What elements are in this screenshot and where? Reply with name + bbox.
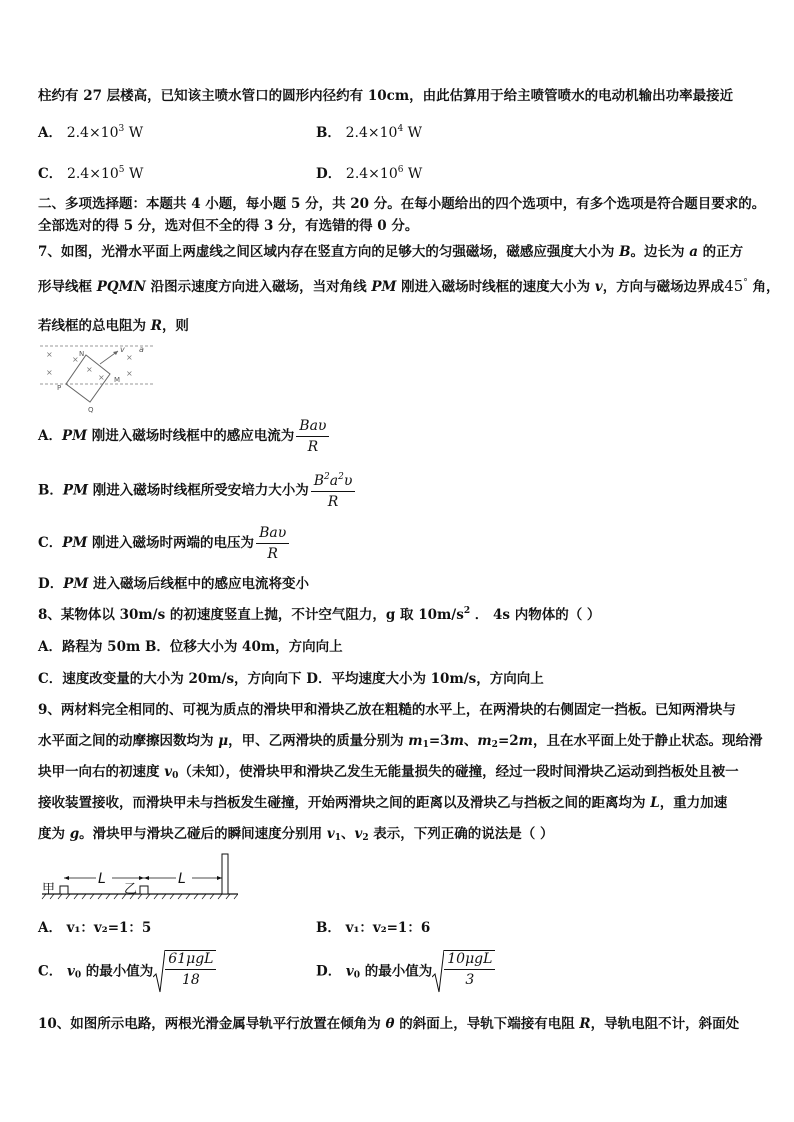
q7-option-a: A．PM 刚进入磁场时线框中的感应电流为 $\frac{\text{Baυ}}{R}$ [38, 418, 329, 455]
section2-line1: 二、多项选择题：本题共 4 小题，每小题 5 分，共 20 分。在每小题给出的四个选项中，有多个选项是符合题目要求的。 [38, 196, 766, 212]
q9-stem-line1: 9、两材料完全相同的、可视为质点的滑块甲和滑块乙放在粗糙的水平上，在两滑块的右侧固定一挡板。已知两滑块与 [38, 702, 736, 718]
q7-stem-line3: 若线框的总电阻为 R，则 [38, 318, 189, 334]
q7-a-fraction: $\frac{\text{Baυ}}{R}$ [296, 418, 329, 455]
q7-stem-line2: 形导线框 PQMN 沿图示速度方向进入磁场，当对角线 PM 刚进入磁场时线框的速度大小为 v，方向与磁场边界成45° 角， [38, 277, 780, 295]
label-q: Q [88, 406, 94, 414]
mag-x-6: × [126, 353, 133, 362]
q7-option-c: C．PM 刚进入磁场时两端的电压为 $\frac{\text{Baυ}}{R}$ [38, 525, 289, 562]
q7-figure [38, 340, 158, 416]
q7-c-fraction: $\frac{\text{Baυ}}{R}$ [256, 525, 289, 562]
q6-option-d: D． $2.4\times 10^6$ W [316, 165, 423, 182]
ground-hatching [42, 894, 238, 899]
q6-option-a: A． $2.4\times 10^3$ W [38, 124, 144, 141]
q9-stem-line2: 水平面之间的动摩擦因数均为 μ，甲、乙两滑块的质量分别为 $m_1=3m$、$m_2=2m$，且在水平面上处于静止状态。现给滑 [38, 733, 763, 750]
label-l2: L [178, 871, 186, 887]
q9-option-d: D． $v_0$ 的最小值为 $\frac{\text{10μgL}}{3}$ [316, 950, 495, 994]
block-jia [60, 886, 68, 894]
q8-options-cd: C．速度改变量的大小为 20m/s，方向向下 D．平均速度大小为 10m/s，方向向上 [38, 671, 544, 687]
q10-stem: 10、如图所示电路，两根光滑金属导轨平行放置在倾角为 θ 的斜面上，导轨下端接有电阻 R，导轨电阻不计，斜面处 [38, 1016, 740, 1032]
q7-option-d: D．PM 进入磁场后线框中的感应电流将变小 [38, 576, 310, 592]
mag-x-5: × [98, 373, 105, 382]
block-yi [140, 886, 148, 894]
q9-option-c: C． $v_0$ 的最小值为 $\frac{\text{61μgL}}{18}$ [38, 950, 216, 994]
section2-line2: 全部选对的得 5 分，选对但不全的得 3 分，有选错的得 0 分。 [38, 218, 419, 234]
q9-c-sqrt: $\frac{\text{61μgL}}{18}$ [153, 950, 216, 994]
q9-stem-line3: 块甲一向右的初速度 $v_0$（未知），使滑块甲和滑块乙发生无能量损失的碰撞，经过一段时间滑块乙运动到挡板处且被一 [38, 764, 739, 781]
q7-stem-line1: 7、如图，光滑水平面上两虚线之间区域内存在竖直方向的足够大的匀强磁场，磁感应强度大小为 B。边长为 a 的正方 [38, 244, 744, 260]
label-v: v [120, 345, 125, 354]
q6-option-b: B． $2.4\times 10^4$ W [316, 124, 423, 141]
mag-x-3: × [72, 355, 79, 364]
baffle [222, 854, 228, 894]
label-a: a [139, 345, 144, 354]
q9-stem-line5: 度为 g。滑块甲与滑块乙碰后的瞬间速度分别用 $v_1$、$v_2$ 表示，下列正确的说法是（ ） [38, 826, 554, 843]
q7-option-b: B．PM 刚进入磁场时线框所受安培力大小为 $\frac{B^2a^2\upsilon}{R}$ [38, 472, 355, 510]
mag-x-1: × [46, 350, 53, 359]
label-l1: L [98, 871, 106, 887]
q9-option-a: A． v₁：v₂=1：5 [38, 920, 152, 936]
q8-options-ab: A．路程为 50m B．位移大小为 40m，方向向上 [38, 639, 343, 655]
q9-figure [38, 852, 238, 902]
label-jia: 甲 [42, 882, 56, 897]
q7-b-fraction: $\frac{B^2a^2\upsilon}{R}$ [311, 472, 356, 510]
label-m: M [114, 376, 121, 384]
label-p: P [57, 384, 62, 392]
q6-stem-tail: 柱约有 27 层楼高，已知该主喷水管口的圆形内径约有 10cm，由此估算用于给主喷管喷水的电动机输出功率最接近 [38, 88, 734, 104]
mag-x-4: × [86, 365, 93, 374]
q8-stem: 8、某物体以 30m/s 的初速度竖直上抛，不计空气阻力，g 取 $10m/s^2$ ． 4s 内物体的（ ） [38, 606, 601, 623]
label-yi: 乙 [124, 882, 138, 897]
mag-x-2: × [46, 368, 53, 377]
mag-x-7: × [126, 369, 133, 378]
q6-option-c: C． $2.4\times 10^5$ W [38, 165, 144, 182]
q9-stem-line4: 接收装置接收，而滑块甲未与挡板发生碰撞，开始两滑块之间的距离以及滑块乙与挡板之间的距离均为 L，重力加速 [38, 795, 728, 811]
q9-option-b: B． v₁：v₂=1：6 [316, 920, 431, 936]
q9-d-sqrt: $\frac{\text{10μgL}}{3}$ [432, 950, 495, 994]
label-n: N [79, 350, 85, 358]
